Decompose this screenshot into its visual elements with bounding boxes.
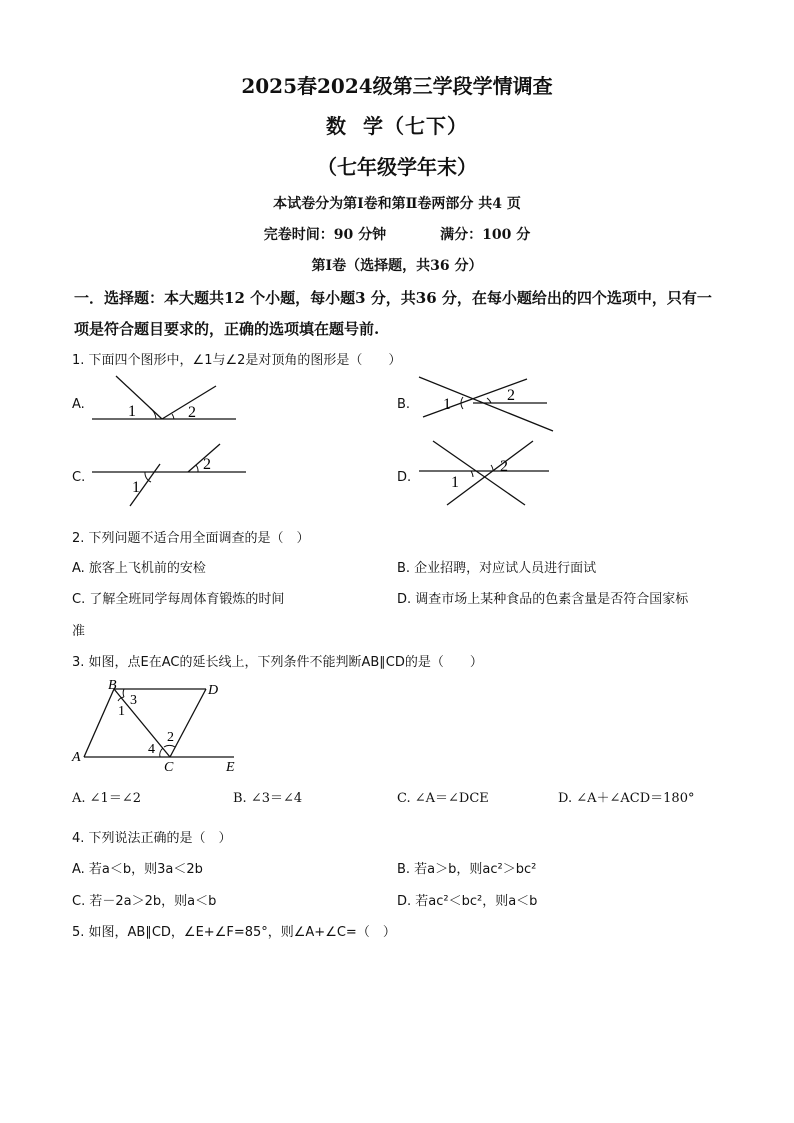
section1-instruction: 一．选择题：本大题共12 个小题，每小题3 分，共36 分，在每小题给出的四个选项中，只有一项是符合题目要求的，正确的选项填在题号前. [74, 289, 712, 338]
q1b-angle1-label: 1 [443, 396, 451, 413]
q2-option-c: C. 了解全班同学每周体育锻炼的时间 [72, 592, 285, 607]
q1d-angle1-label: 1 [451, 474, 459, 491]
grade-title: （七年级学年末） [317, 155, 477, 179]
q2-option-b: B. 企业招聘，对应试人员进行面试 [397, 561, 597, 576]
q3-angle1-label: 1 [118, 704, 125, 719]
q3-stem: 3. 如图，点E在AC的延长线上，下列条件不能判断AB∥CD的是（ ） [72, 655, 483, 670]
q1b-angle2-label: 2 [507, 387, 515, 404]
q4-option-d: D. 若ac²＜bc²，则a＜b [397, 894, 538, 909]
q2-option-a: A. 旅客上飞机前的安检 [72, 561, 206, 576]
exam-title: 2025春2024级第三学段学情调查 [241, 74, 553, 98]
full-score: 满分：100 分 [440, 227, 531, 243]
q2-stem: 2. 下列问题不适合用全面调查的是（ ） [72, 531, 310, 546]
q1-stem: 1. 下面四个图形中，∠1与∠2是对顶角的图形是（ ） [72, 353, 402, 368]
q1-figure-d [415, 437, 555, 509]
q5-stem: 5. 如图，AB∥CD，∠E+∠F=85°，则∠A+∠C=（ ） [72, 925, 396, 940]
q1-label-b: B. [397, 397, 411, 412]
q4-option-b: B. 若a＞b，则ac²＞bc² [397, 862, 537, 877]
q1d-angle2-label: 2 [500, 458, 508, 475]
q1c-angle1-label: 1 [132, 479, 140, 496]
q2-option-d-cont: 准 [72, 624, 86, 639]
q3-point-e: E [226, 760, 235, 775]
q3-point-a: A [72, 750, 81, 765]
q3-option-a: A. ∠1＝∠2 [72, 791, 141, 806]
q3-option-c: C. ∠A＝∠DCE [397, 791, 489, 806]
exam-time: 完卷时间：90 分钟 [263, 227, 387, 243]
q3-figure [68, 677, 248, 775]
q1-label-a: A. [72, 397, 85, 412]
part1-title: 第Ⅰ卷（选择题，共36 分） [311, 258, 483, 274]
q4-stem: 4. 下列说法正确的是（ ） [72, 831, 232, 846]
time-score-line [0, 224, 794, 244]
q3-angle3-label: 3 [130, 693, 137, 708]
q1-figure-a [90, 372, 240, 424]
q1-label-c: C. [72, 470, 86, 485]
q1a-angle1-label: 1 [128, 403, 136, 420]
q3-option-d: D. ∠A＋∠ACD＝180° [558, 791, 695, 806]
q4-option-c: C. 若－2a＞2b，则a＜b [72, 894, 217, 909]
q3-point-b: B [108, 678, 117, 693]
q1c-angle2-label: 2 [203, 456, 211, 473]
q1-label-d: D. [397, 470, 412, 485]
q1a-angle2-label: 2 [188, 404, 196, 421]
q2-option-d: D. 调查市场上某种食品的色素含量是否符合国家标 [397, 592, 689, 607]
q4-option-a: A. 若a＜b，则3a＜2b [72, 862, 203, 877]
exam-structure: 本试卷分为第Ⅰ卷和第Ⅱ卷两部分 共4 页 [273, 196, 521, 212]
q3-option-b: B. ∠3＝∠4 [233, 791, 303, 806]
q3-angle4-label: 4 [148, 742, 155, 757]
q1-figure-c [90, 442, 250, 508]
subject-title: 数 学（七下） [326, 114, 468, 138]
q3-point-c: C [164, 760, 174, 775]
q3-angle2-label: 2 [167, 730, 174, 745]
q3-point-d: D [208, 683, 219, 698]
q1-figure-b [415, 373, 555, 435]
